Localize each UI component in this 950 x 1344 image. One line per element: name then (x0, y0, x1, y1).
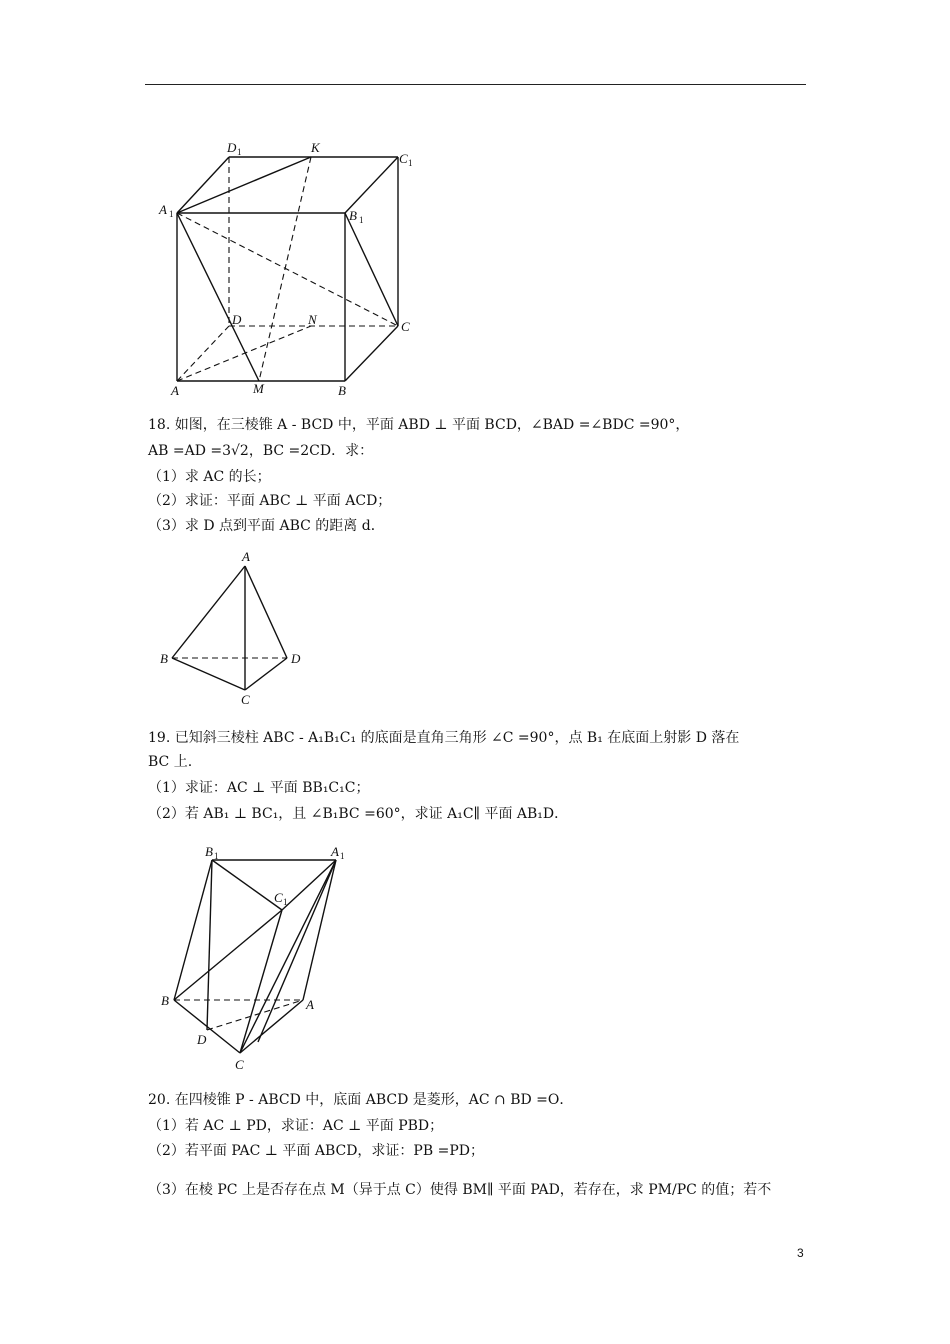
cube-label-sub: 1 (237, 147, 242, 157)
tetra-label: A (242, 549, 250, 564)
cube-label: A (171, 383, 179, 398)
cube-label-sub: 1 (359, 215, 364, 225)
prism-edge (174, 910, 282, 1000)
prism-edge (240, 860, 336, 1053)
p18-q2: （2）求证：平面 ABC ⊥ 平面 ACD； (148, 493, 392, 509)
cube-label: M (253, 381, 264, 396)
tetra-label: C (241, 692, 250, 707)
p20-q2: （2）若平面 PAC ⊥ 平面 ABCD，求证：PB =PD； (148, 1143, 484, 1159)
prism-edge (303, 860, 336, 1000)
p19-q2: （2）若 AB₁ ⊥ BC₁，且 ∠B₁BC =60°，求证 A₁C∥ 平面 AB₁D． (148, 806, 569, 822)
prism-label: C (274, 890, 283, 905)
prism-edge (207, 860, 212, 1030)
cube-label: B (349, 208, 357, 223)
p18-line1: 18. 如图，在三棱锥 A - BCD 中，平面 ABD ⊥ 平面 BCD，∠BAD =∠BDC =90°， (148, 417, 690, 433)
prism-edge (212, 860, 282, 910)
p19-q1: （1）求证：AC ⊥ 平面 BB₁C₁C； (148, 780, 370, 796)
prism-label-sub: 1 (283, 897, 288, 907)
prism-label: C (235, 1057, 244, 1072)
p20-line1: 20. 在四棱锥 P - ABCD 中，底面 ABCD 是菱形，AC ∩ BD =O． (148, 1092, 574, 1108)
cube-label: C (401, 319, 410, 334)
p18-line2: AB =AD =3√2，BC =2CD．求： (148, 443, 374, 459)
prism-label: A (306, 997, 314, 1012)
tetra-label: B (160, 651, 168, 666)
cube-label: D (227, 140, 237, 155)
p19-line2: BC 上. (148, 754, 193, 770)
prism-label-sub: 1 (214, 851, 219, 861)
prism-edge (282, 860, 336, 910)
cube-label: A (159, 202, 167, 217)
cube-label: N (308, 312, 317, 327)
prism-edge (240, 1000, 303, 1053)
p18-q3: （3）求 D 点到平面 ABC 的距离 d． (148, 518, 385, 534)
page-number: 3 (797, 1246, 804, 1260)
prism-hidden-edge (207, 1000, 303, 1030)
p20-q1: （1）若 AC ⊥ PD，求证：AC ⊥ 平面 PBD； (148, 1118, 444, 1134)
p20-q3: （3）在棱 PC 上是否存在点 M（异于点 C）使得 BM∥ 平面 PAD，若存在，求 PM/PC 的值；若不 (148, 1182, 772, 1198)
prism-edge (174, 860, 212, 1000)
prism-label-sub: 1 (340, 851, 345, 861)
prism-label: D (197, 1032, 207, 1047)
prism-label: A (331, 844, 339, 859)
cube-label: K (311, 140, 320, 155)
p19-line1: 19. 已知斜三棱柱 ABC - A₁B₁C₁ 的底面是直角三角形 ∠C =90°，点 B₁ 在底面上射影 D 落在 (148, 730, 740, 746)
cube-label: B (338, 383, 346, 398)
cube-label-sub: 1 (408, 158, 413, 168)
cube-label-sub: 1 (169, 209, 174, 219)
cube-label: C (399, 151, 408, 166)
tetra-label: D (291, 651, 301, 666)
prism-label: B (205, 844, 213, 859)
cube-label: D (232, 312, 242, 327)
prism-label: B (161, 993, 169, 1008)
p18-q1: （1）求 AC 的长； (148, 469, 271, 485)
